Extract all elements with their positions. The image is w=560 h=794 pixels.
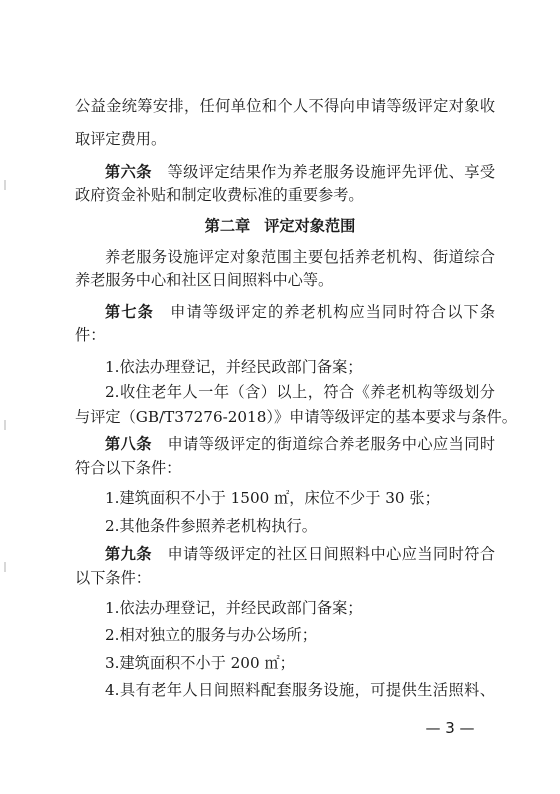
article-7-heading: 第七条 (105, 303, 154, 321)
article-6-heading: 第六条 (105, 163, 152, 181)
list-item: 3.建筑面积不小于 200 ㎡； (105, 654, 295, 672)
chapter-title: 评定对象范围 (264, 217, 356, 235)
article-7-text: 申请等级评定的养老机构应当同时符合以下条 (169, 303, 496, 321)
paragraph-line: 与评定（GB/T37276-2018）》申请等级评定的基本要求与条件。 (75, 408, 517, 426)
list-item: 2.收住老年人一年（含）以上，符合《养老机构等级划分 (105, 383, 495, 401)
list-item: 2.其他条件参照养老机构执行。 (105, 517, 317, 535)
article-9-line (105, 544, 495, 564)
paragraph-line: 养老服务设施评定对象范围主要包括养老机构、街道综合 (105, 248, 495, 266)
paragraph-line: 取评定费用。 (75, 130, 167, 148)
list-item: 1.依法办理登记，并经民政部门备案； (105, 599, 363, 617)
list-item: 2.相对独立的服务与办公场所； (105, 626, 317, 644)
article-6-text: 等级评定结果作为养老服务设施评先评优、享受 (167, 163, 496, 181)
paragraph-line: 养老服务中心和社区日间照料中心等。 (75, 271, 334, 289)
article-6-line (105, 162, 495, 182)
list-item: 4.具有老年人日间照料配套服务设施，可提供生活照料、 (105, 681, 495, 699)
page-number: — 3 — (425, 719, 475, 737)
scan-margin-mark (4, 562, 6, 572)
article-8-line (105, 434, 495, 454)
article-9-text: 申请等级评定的社区日间照料中心应当同时符合 (167, 545, 496, 563)
list-item: 1.依法办理登记，并经民政部门备案； (105, 358, 363, 376)
list-item: 1.建筑面积不小于 1500 ㎡，床位不少于 30 张； (105, 489, 440, 507)
paragraph-line: 以下条件： (75, 569, 151, 587)
article-8-text: 申请等级评定的街道综合养老服务中心应当同时 (167, 435, 496, 453)
paragraph-line: 符合以下条件： (75, 459, 182, 477)
article-9-heading: 第九条 (105, 545, 152, 563)
article-7-line (105, 302, 495, 322)
scan-margin-mark (4, 180, 6, 190)
paragraph-line: 公益金统筹安排，任何单位和个人不得向申请等级评定对象收 (75, 97, 495, 115)
paragraph-line: 件： (75, 326, 106, 344)
scan-margin-mark (4, 420, 6, 430)
chapter-heading (0, 216, 560, 236)
article-8-heading: 第八条 (105, 435, 152, 453)
chapter-number: 第二章 (204, 217, 251, 235)
paragraph-line: 政府资金补贴和制定收费标准的重要参考。 (75, 186, 364, 204)
